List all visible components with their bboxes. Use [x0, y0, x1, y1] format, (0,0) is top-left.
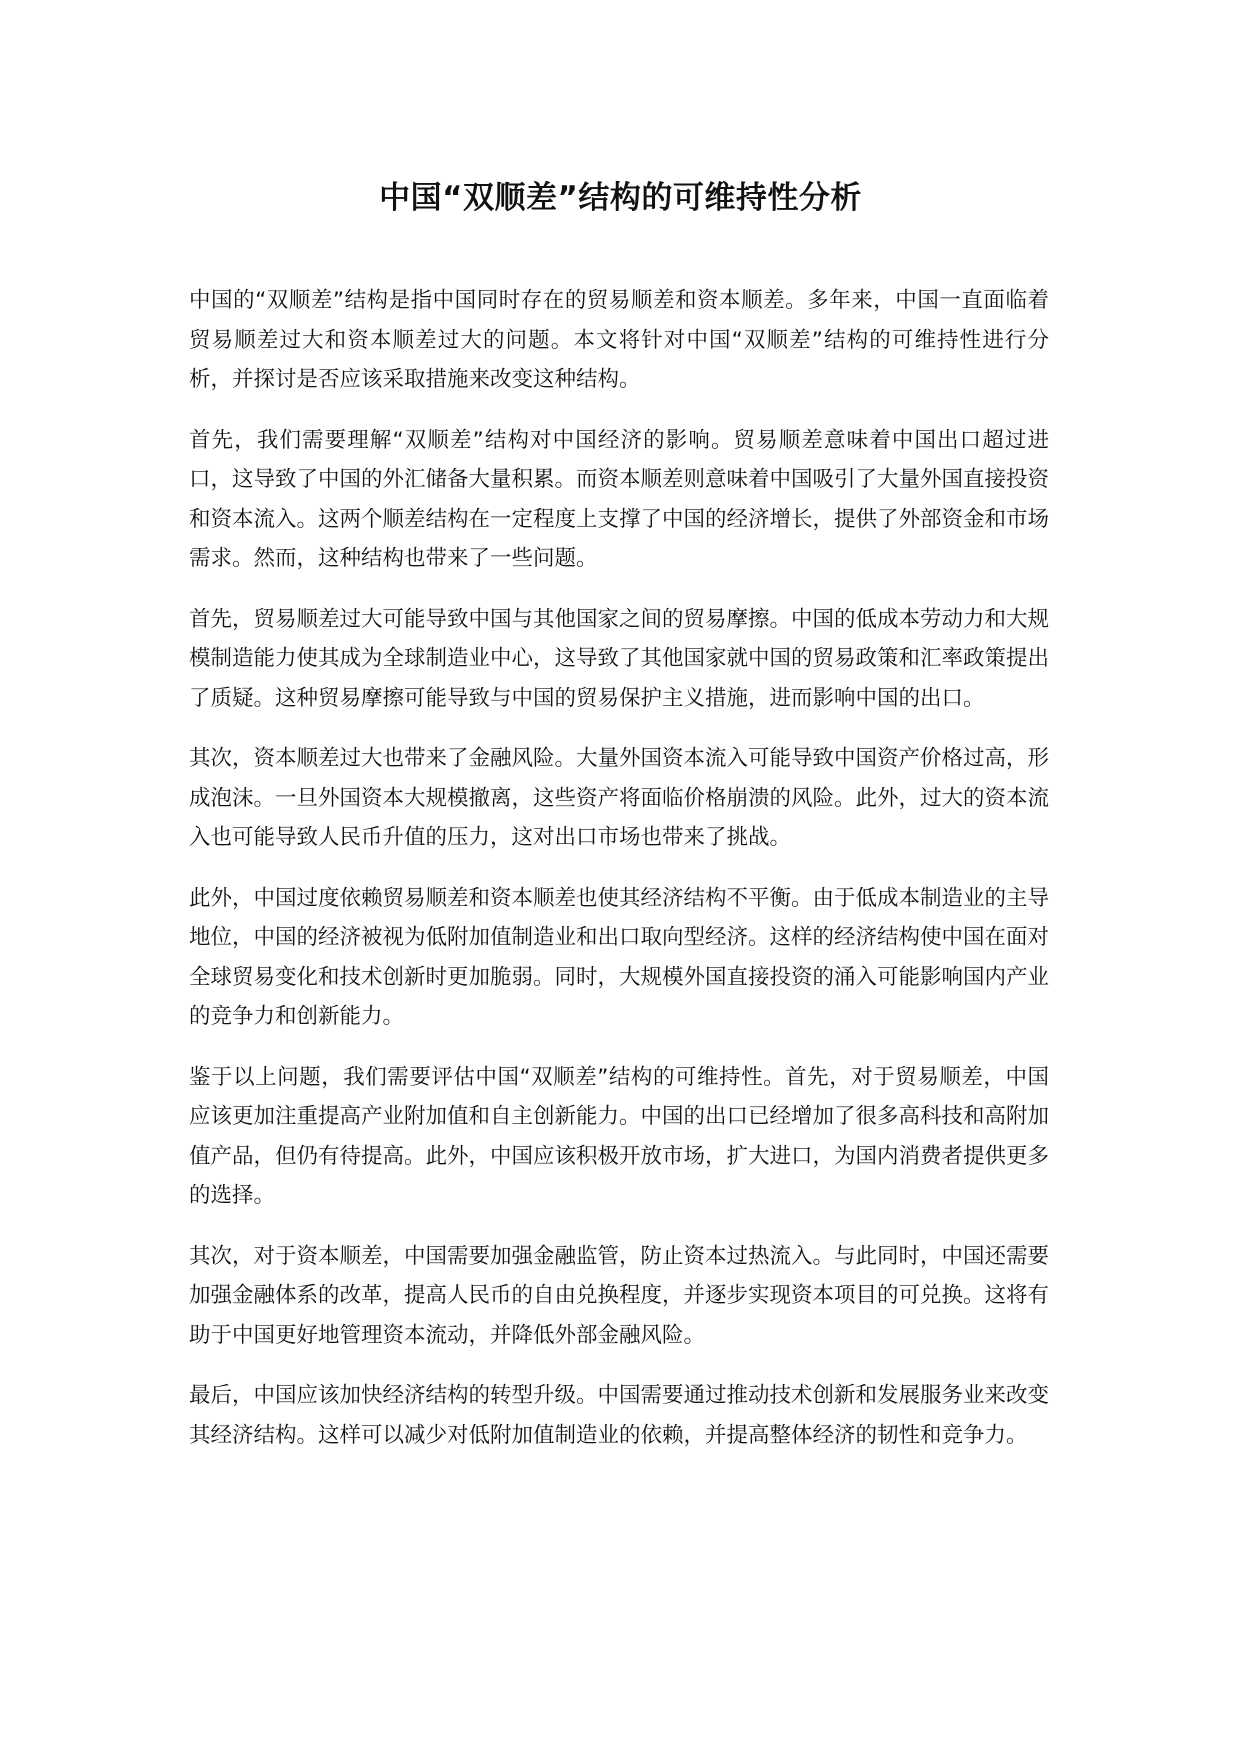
paragraph-5: 此外，中国过度依赖贸易顺差和资本顺差也使其经济结构不平衡。由于低成本制造业的主导地位，中国的经济被视为低附加值制造业和出口取向型经济。这样的经济结构使中国在面对全球贸易变化和技术创新时更加脆弱。同时，大规模外国直接投资的涌入可能影响国内产业的竞争力和创新能力。 — [189, 885, 1050, 1029]
paragraph-6: 鉴于以上问题，我们需要评估中国“双顺差”结构的可维持性。首先，对于贸易顺差，中国应该更加注重提高产业附加值和自主创新能力。中国的出口已经增加了很多高科技和高附加值产品，但仍有待提高。此外，中国应该积极开放市场，扩大进口，为国内消费者提供更多的选择。 — [189, 1064, 1050, 1208]
paragraph-7: 其次，对于资本顺差，中国需要加强金融监管，防止资本过热流入。与此同时，中国还需要加强金融体系的改革，提高人民币的自由兑换程度，并逐步实现资本项目的可兑换。这将有助于中国更好地管理资本流动，并降低外部金融风险。 — [189, 1243, 1050, 1348]
document-body — [189, 281, 1049, 1476]
paragraph-4: 其次，资本顺差过大也带来了金融风险。大量外国资本流入可能导致中国资产价格过高，形成泡沫。一旦外国资本大规模撤离，这些资产将面临价格崩溃的风险。此外，过大的资本流入也可能导致人民币升值的压力，这对出口市场也带来了挑战。 — [189, 746, 1050, 850]
paragraph-2: 首先，我们需要理解“双顺差”结构对中国经济的影响。贸易顺差意味着中国出口超过进口，这导致了中国的外汇储备大量积累。而资本顺差则意味着中国吸引了大量外国直接投资和资本流入。这两个顺差结构在一定程度上支撑了中国的经济增长，提供了外部资金和市场需求。然而，这种结构也带来了一些问题。 — [189, 427, 1050, 571]
paragraph-3: 首先，贸易顺差过大可能导致中国与其他国家之间的贸易摩擦。中国的低成本劳动力和大规模制造能力使其成为全球制造业中心，这导致了其他国家就中国的贸易政策和汇率政策提出了质疑。这种贸易摩擦可能导致与中国的贸易保护主义措施，进而影响中国的出口。 — [189, 606, 1050, 711]
paragraph-1: 中国的“双顺差”结构是指中国同时存在的贸易顺差和资本顺差。多年来，中国一直面临着贸易顺差过大和资本顺差过大的问题。本文将针对中国“双顺差”结构的可维持性进行分析，并探讨是否应该采取措施来改变这种结构。 — [189, 288, 1049, 392]
document-title: 中国“双顺差”结构的可维持性分析 — [379, 180, 862, 216]
paragraph-8: 最后，中国应该加快经济结构的转型升级。中国需要通过推动技术创新和发展服务业来改变其经济结构。这样可以减少对低附加值制造业的依赖，并提高整体经济的韧性和竞争力。 — [189, 1383, 1050, 1448]
